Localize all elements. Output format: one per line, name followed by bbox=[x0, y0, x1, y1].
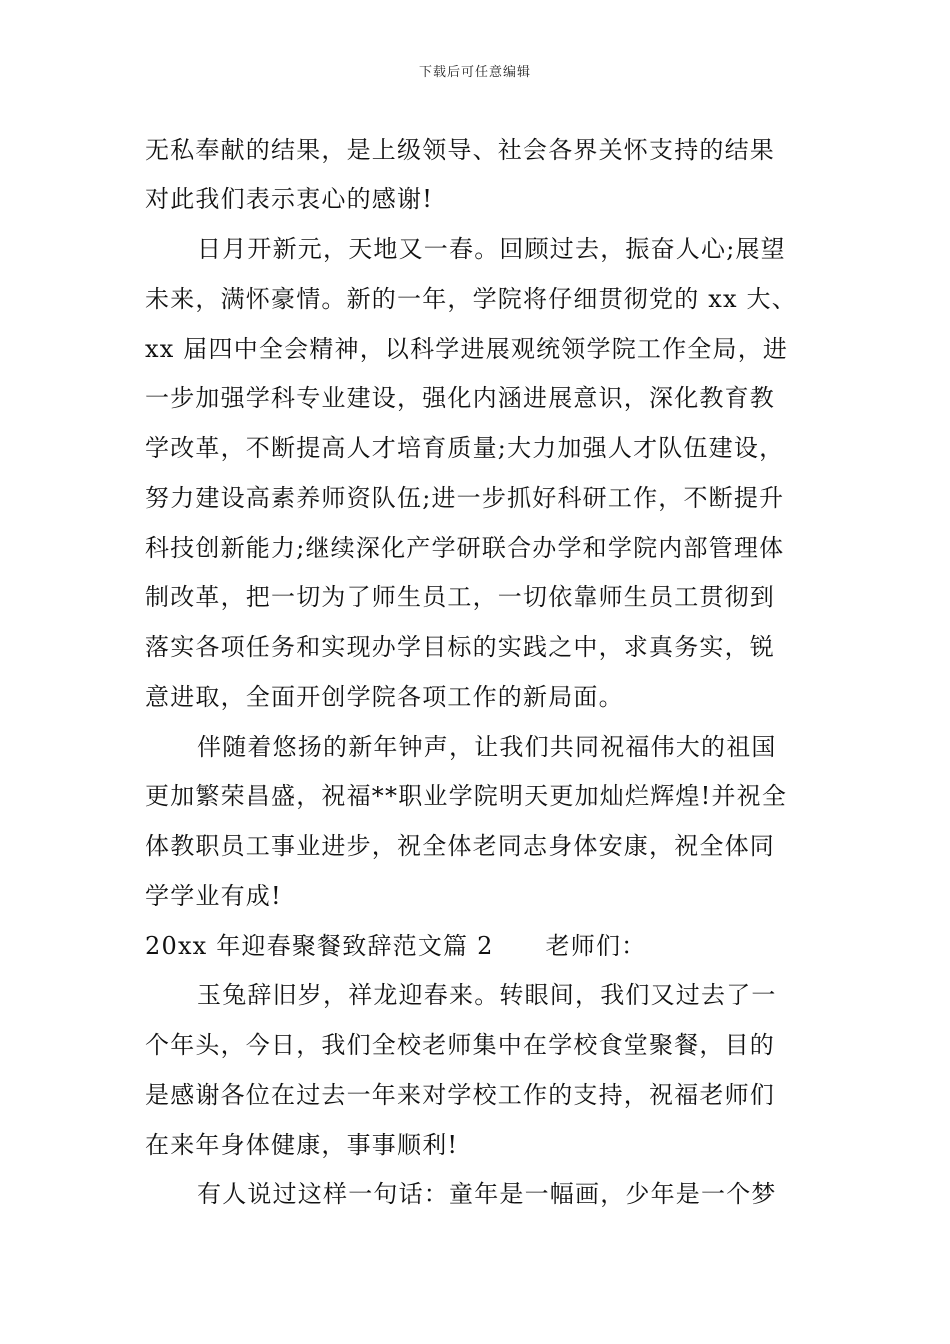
paragraph-start-line: 伴随着悠扬的新年钟声，让我们共同祝福伟大的祖国 bbox=[197, 733, 777, 761]
text-line: 体教职员工事业进步，祝全体老同志身体安康，祝全体同 bbox=[145, 832, 775, 860]
paragraph-start-line: 玉兔辞旧岁，祥龙迎春来。转眼间，我们又过去了一 bbox=[197, 981, 777, 1009]
paragraph-start-line: 日月开新元，天地又一春。回顾过去，振奋人心;展望 bbox=[197, 235, 786, 263]
text-line: 无私奉献的结果，是上级领导、社会各界关怀支持的结果 bbox=[145, 136, 775, 164]
text-line: 科技创新能力;继续深化产学研联合办学和学院内部管理体 bbox=[145, 534, 785, 562]
text-line: xx 届四中全会精神，以科学进展观统领学院工作全局，进 bbox=[145, 335, 789, 363]
paragraph-start-line: 有人说过这样一句话：童年是一幅画，少年是一个梦 bbox=[197, 1180, 777, 1208]
text-line: 制改革，把一切为了师生员工，一切依靠师生员工贯彻到 bbox=[145, 583, 775, 611]
text-line: 个年头，今日，我们全校老师集中在学校食堂聚餐，目的 bbox=[145, 1031, 775, 1059]
text-line: 学改革，不断提高人才培育质量;大力加强人才队伍建设， bbox=[145, 434, 785, 462]
text-line: 在来年身体健康，事事顺利! bbox=[145, 1131, 459, 1159]
section-heading bbox=[145, 930, 646, 962]
text-line: 意进取，全面开创学院各项工作的新局面。 bbox=[145, 683, 624, 711]
text-line: 对此我们表示衷心的感谢! bbox=[145, 185, 434, 213]
text-line: 努力建设高素养师资队伍;进一步抓好科研工作，不断提升 bbox=[145, 484, 785, 512]
text-line: 更加繁荣昌盛，祝福**职业学院明天更加灿烂辉煌!并祝全 bbox=[145, 782, 788, 810]
salutation: 老师们： bbox=[545, 932, 647, 960]
text-line: 未来，满怀豪情。新的一年，学院将仔细贯彻党的 xx 大、 bbox=[145, 285, 797, 313]
text-line: 是感谢各位在过去一年来对学校工作的支持，祝福老师们 bbox=[145, 1081, 775, 1109]
text-line: 落实各项任务和实现办学目标的实践之中，求真务实，锐 bbox=[145, 633, 775, 661]
section-title: 20xx 年迎春聚餐致辞范文篇 2 bbox=[145, 932, 494, 960]
text-line: 一步加强学科专业建设，强化内涵进展意识，深化教育教 bbox=[145, 384, 775, 412]
text-line: 学学业有成! bbox=[145, 882, 282, 910]
page-header: 下载后可任意编辑 bbox=[418, 65, 531, 80]
